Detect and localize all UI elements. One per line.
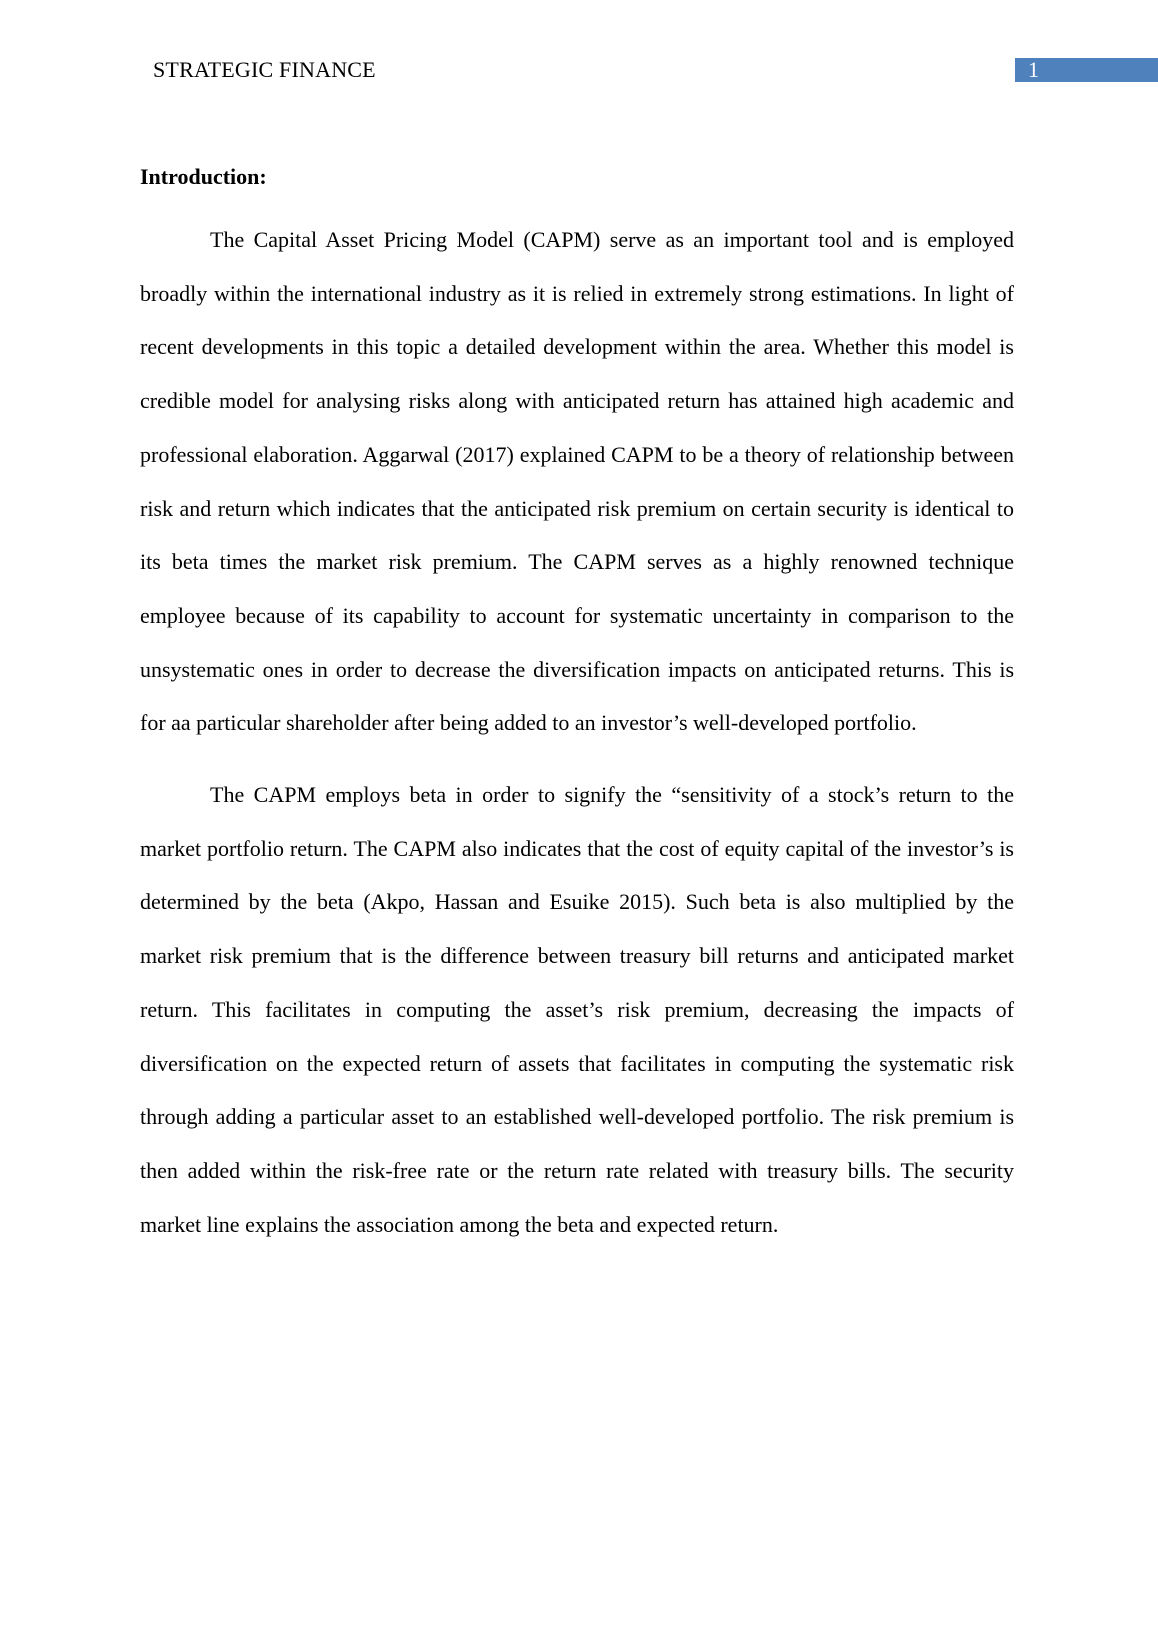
page-number-bar (1015, 58, 1158, 82)
running-head: STRATEGIC FINANCE (153, 57, 376, 82)
paragraph-1: The Capital Asset Pricing Model (CAPM) serve as an important tool and is employed broadly within the international industry as it is relied in extremely strong estimations. In light of recent developments in this topic a detailed development within the area. Whether this model is credible model for analysing risks along with anticipated return has attained high academic and professional elaboration. Aggarwal (2017) explained CAPM to be a theory of relationship between risk and return which indicates that the anticipated risk premium on certain security is identical to its beta times the market risk premium. The CAPM serves as a highly renowned technique employee because of its capability to account for systematic uncertainty in comparison to the unsystematic ones in order to decrease the diversification impacts on anticipated returns. This is for aa particular shareholder after being added to an investor’s well-developed portfolio. (140, 227, 1014, 736)
paragraph-2: The CAPM employs beta in order to signify the “sensitivity of a stock’s return to the market portfolio return. The CAPM also indicates that the cost of equity capital of the investor’s is determined by the beta (Akpo, Hassan and Esuike 2015). Such beta is also multiplied by the market risk premium that is the difference between treasury bill returns and anticipated market return. This facilitates in computing the asset’s risk premium, decreasing the impacts of diversification on the expected return of assets that facilitates in computing the systematic risk through adding a particular asset to an established well-developed portfolio. The risk premium is then added within the risk-free rate or the return rate related with treasury bills. The security market line explains the association among the beta and expected return. (140, 782, 1014, 1237)
section-heading: Introduction: (140, 164, 267, 189)
document-body (140, 160, 1014, 1269)
page-number: 1 (1028, 57, 1039, 82)
